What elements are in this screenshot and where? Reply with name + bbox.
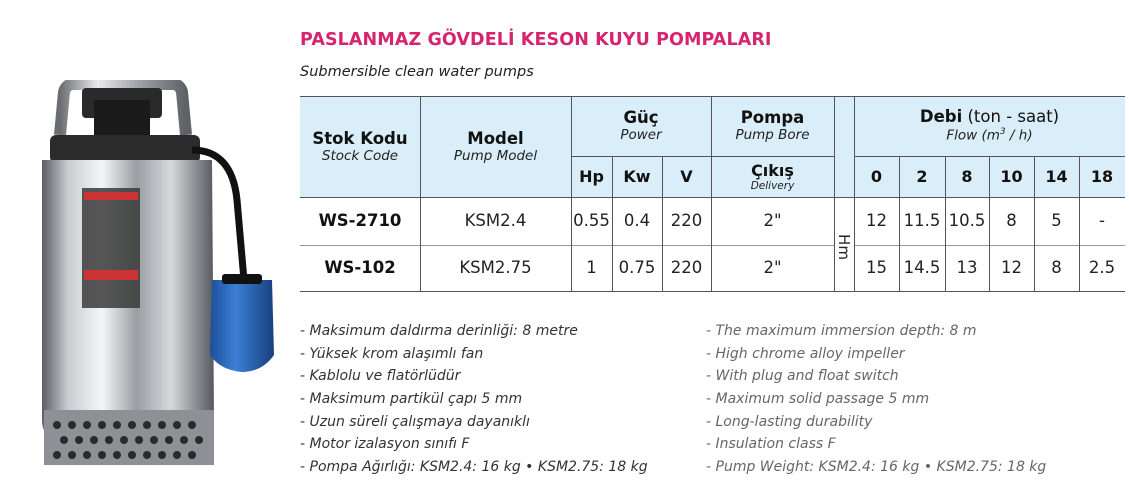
col-divider (989, 156, 990, 292)
flow-sublabel (946, 127, 1032, 144)
row-flow-value: 5 (1051, 211, 1062, 231)
flow-col-label: 0 (870, 166, 883, 186)
feature-item: - Maksimum partikül çapı 5 mm (300, 391, 523, 408)
row-v: 220 (670, 258, 703, 278)
col-divider (612, 156, 613, 292)
row-code: WS-102 (324, 258, 396, 278)
row-flow-value: - (1099, 211, 1105, 231)
row-kw: 0.75 (618, 258, 656, 278)
table-row-code (300, 245, 420, 292)
header-model (420, 96, 571, 198)
table-row-v (662, 198, 711, 245)
table-row-outlet (711, 198, 834, 245)
feature-item: - Uzun süreli çalışmaya dayanıklı (300, 413, 530, 430)
col-divider (571, 96, 572, 292)
flow-sup: 3 (999, 126, 1006, 137)
feature-item: - Pump Weight: KSM2.4: 16 kg • KSM2.75: 18 kg (706, 459, 1047, 476)
row-v: 220 (670, 211, 703, 231)
flow-col-14 (1034, 156, 1079, 198)
flow-unit: (ton - saat) (967, 107, 1060, 126)
col-divider (899, 156, 900, 292)
feature-item: - Maximum solid passage 5 mm (706, 391, 930, 408)
table-row-flow (989, 198, 1034, 245)
flow-col-label: 10 (1000, 166, 1023, 186)
table-row-kw (612, 245, 662, 292)
table-row-model (420, 245, 571, 292)
flow-col-10 (989, 156, 1034, 198)
table-row-outlet (711, 245, 834, 292)
row-flow-value: 10.5 (948, 211, 986, 231)
flow-col-label: 14 (1045, 166, 1068, 186)
pump-bore-label: Pompa (740, 107, 805, 127)
header-pump-bore (711, 96, 834, 156)
row-flow-value: 8 (1051, 258, 1062, 278)
feature-item: - Yüksek krom alaşımlı fan (300, 345, 484, 362)
feature-item: - Long-lasting durability (706, 413, 873, 430)
row-hp: 0.55 (573, 211, 610, 231)
row-outlet: 2" (763, 258, 782, 278)
flow-col-label: 18 (1090, 166, 1114, 186)
features-list-english (706, 320, 1046, 479)
table-row-flow (1079, 198, 1125, 245)
feature-item: - Motor izalasyon sınıfı F (300, 436, 470, 453)
header-outlet (711, 156, 834, 198)
row-flow-value: 11.5 (903, 211, 941, 231)
flow-en: Flow (m (946, 127, 1000, 144)
hp-label: Hp (579, 166, 604, 186)
flow-label-line (920, 108, 1059, 127)
flow-col-label: 8 (961, 166, 973, 186)
header-flow (854, 96, 1125, 156)
table-row-flow (1034, 245, 1079, 292)
power-label: Güç (623, 107, 659, 127)
row-flow-value: 13 (956, 258, 978, 278)
row-flow-value: 12 (1001, 258, 1022, 278)
header-power (571, 96, 711, 156)
table-row-flow (854, 198, 899, 245)
feature-item: - The maximum immersion depth: 8 m (706, 323, 977, 339)
header-stock-code (300, 96, 420, 198)
table-header-divider (300, 197, 1125, 198)
table-row-flow (945, 198, 989, 245)
flow-col-18 (1079, 156, 1125, 198)
table-row-kw (612, 198, 662, 245)
flow-col-2 (899, 156, 945, 198)
v-label: V (680, 166, 693, 186)
header-subdivider (571, 156, 834, 157)
col-divider (945, 156, 946, 292)
row-kw: 0.4 (623, 211, 651, 231)
col-divider (854, 96, 855, 292)
pump-bore-sublabel: Pump Bore (735, 126, 810, 143)
outlet-sublabel: Delivery (750, 180, 795, 193)
table-row-hp (571, 245, 612, 292)
row-model: KSM2.75 (459, 258, 532, 278)
row-outlet: 2" (763, 211, 782, 231)
flow-col-8 (945, 156, 989, 198)
flow-en-tail: / h) (1005, 127, 1033, 144)
flow-col-0 (854, 156, 899, 198)
flow-label: Debi (919, 107, 963, 126)
flow-col-label: 2 (916, 166, 928, 186)
header-hp (571, 156, 612, 198)
submersible-pump-image (22, 80, 277, 490)
row-flow-value: 14.5 (903, 258, 941, 278)
row-flow-value: 8 (1006, 211, 1017, 231)
spec-table (300, 96, 1125, 292)
header-v (662, 156, 711, 198)
table-row-code (300, 198, 420, 245)
row-hp: 1 (586, 258, 597, 278)
feature-item: - Pompa Ağırlığı: KSM2.4: 16 kg • KSM2.75: 18 kg (300, 459, 648, 476)
table-border-top (300, 96, 1125, 97)
table-row-flow (899, 198, 945, 245)
power-sublabel: Power (620, 126, 662, 143)
table-row-flow (945, 245, 989, 292)
table-row-model (420, 198, 571, 245)
col-divider (711, 96, 712, 292)
stock-code-sublabel: Stock Code (321, 147, 399, 164)
table-row-flow (899, 245, 945, 292)
row-flow-value: 2.5 (1088, 258, 1116, 278)
float-switch (210, 274, 274, 372)
col-divider (1034, 156, 1035, 292)
col-divider (1079, 156, 1080, 292)
header-kw (612, 156, 662, 198)
col-divider (834, 96, 835, 292)
feature-item: - With plug and float switch (706, 368, 899, 385)
table-row-flow (1079, 245, 1125, 292)
table-row-flow (854, 245, 899, 292)
model-label: Model (467, 128, 524, 148)
col-divider (662, 156, 663, 292)
page-title: PASLANMAZ GÖVDELİ KESON KUYU POMPALARI (300, 30, 772, 50)
feature-item: - Kablolu ve flatörlüdür (300, 368, 461, 385)
row-divider (300, 245, 834, 246)
header-hm-spacer (834, 96, 854, 198)
row-flow-value: 12 (866, 211, 887, 231)
stock-code-label: Stok Kodu (312, 128, 408, 148)
row-model: KSM2.4 (464, 211, 527, 231)
table-row-flow (1034, 198, 1079, 245)
table-row-v (662, 245, 711, 292)
table-row-flow (989, 245, 1034, 292)
outlet-label: Çıkış (751, 160, 794, 180)
model-sublabel: Pump Model (453, 147, 538, 164)
table-border-bottom (300, 291, 1125, 292)
feature-item: - Insulation class F (706, 436, 836, 453)
table-row-hp (571, 198, 612, 245)
features-list-turkish (300, 320, 648, 479)
page-subtitle: Submersible clean water pumps (300, 64, 534, 80)
hm-label: Hm (835, 234, 853, 260)
feature-item: - High chrome alloy impeller (706, 345, 905, 362)
row-flow-value: 15 (866, 258, 887, 278)
row-code: WS-2710 (318, 211, 402, 231)
col-divider (420, 96, 421, 292)
feature-item: - Maksimum daldırma derinliği: 8 metre (300, 323, 578, 339)
kw-label: Kw (623, 166, 651, 186)
